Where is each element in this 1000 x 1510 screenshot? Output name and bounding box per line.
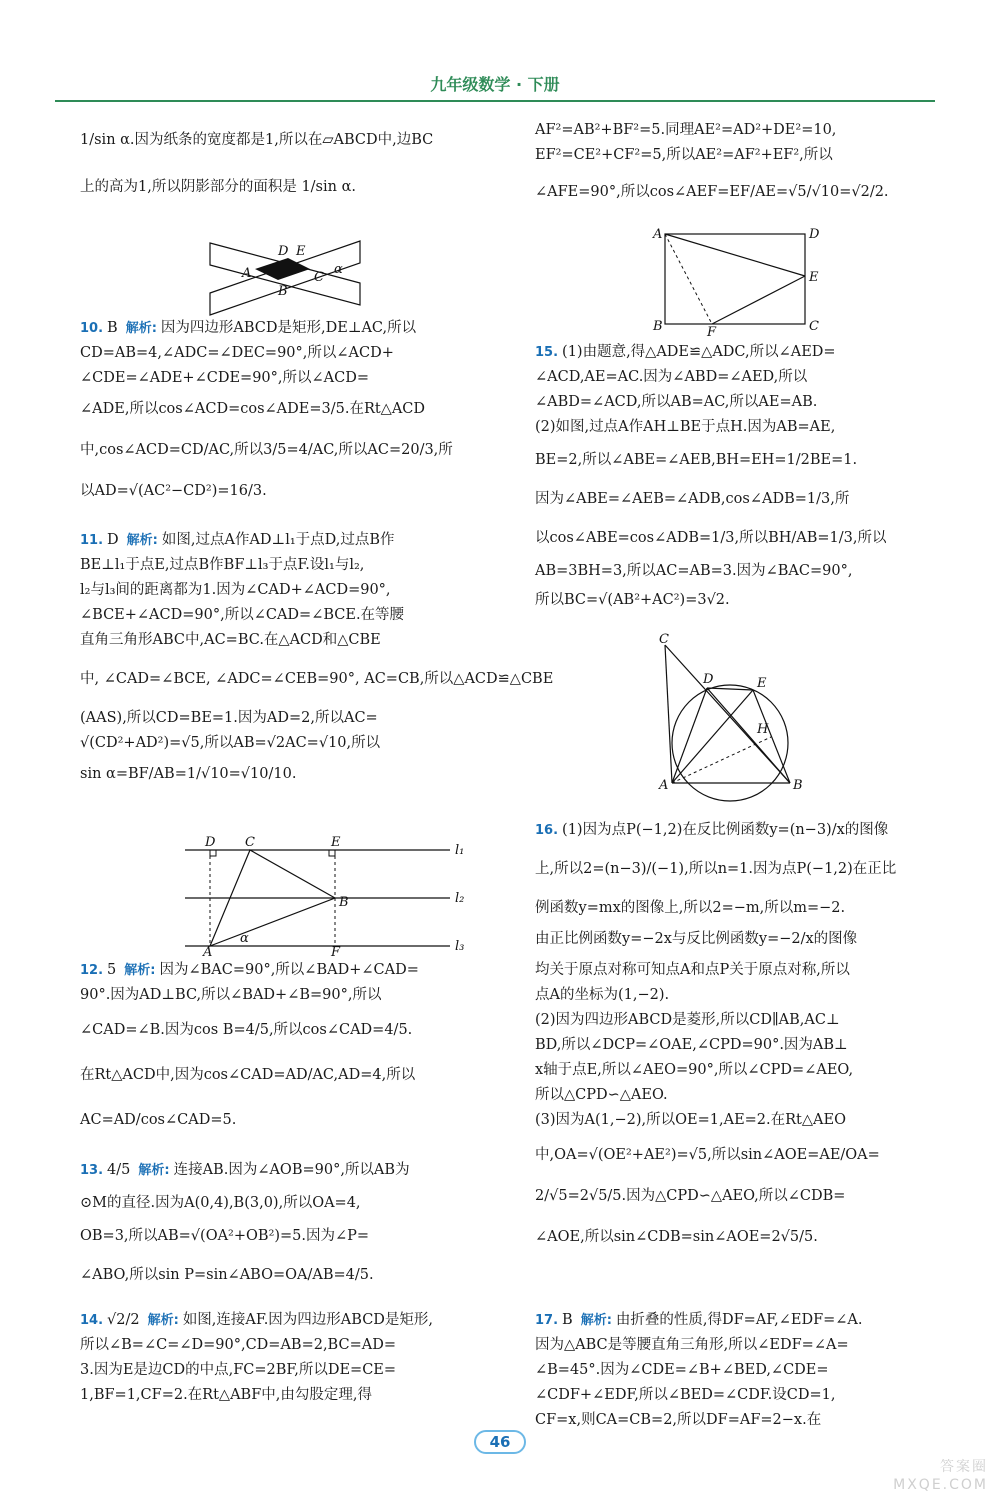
question-16: 16. (1)因为点P(−1,2)在反比例函数y=(n−3)/x的图像 上,所以2=(n−3)/(−1),所以n=1.因为点P(−1,2)在正比 例函数y=mx的图像上,所以2=−m,所以m=−2. 由正比例函数y=−2x与反比例函数y=−2/x的图像 均关于原点对称可知点A和点P关于原点对称,所以 点A的坐标为(1,−2). (2)因为四边形ABCD是菱形,所以CD∥AB,AC⊥ BD,所以∠DCP=∠OAE,∠CPD=90°.因为AB⊥ x轴于点E,所以∠AEO=90°,所以∠CPD=∠AEO, 所以△CPD∽△AEO. (3)因为A(1,−2),所以OE=1,AE=2.在Rt△AEO 中,OA=√(OE²+AE²)=√5,所以sin∠AOE=AE/OA= 2/√5=2√5/5.因为△CPD∽△AEO,所以∠CDB= ∠AOE,所以sin∠CDB=sin∠AOE=2√5/5. (535, 822, 897, 1245)
label-a: A (242, 266, 252, 281)
header-title: 九年级数学 · 下册 (430, 75, 560, 94)
label-h: H (757, 722, 769, 737)
label-alpha: α (240, 931, 249, 946)
question-14-continued: AF²=AB²+BF²=5.同理AE²=AD²+DE²=10, EF²=CE²+CF²=5,所以AE²=AF²+EF²,所以 ∠AFE=90°,所以cos∠AEF=EF/AE=√5/√10=√2/2. (535, 122, 889, 200)
label-b: B (793, 778, 803, 793)
segment-ca (665, 645, 672, 783)
label-e: E (809, 270, 819, 285)
page-header (55, 68, 935, 102)
question-15: 15. (1)由题意,得△ADE≌△ADC,所以∠AED= ∠ACD,AE=AC.因为∠ABD=∠AED,所以 ∠ABD=∠ACD,所以AB=AC,所以AE=AB. (2)如图,过点A作AH⊥BE于点H.因为AB=AE, BE=2,所以∠ABE=∠AEB,BH=EH=1/2BE=1. 因为∠ABE=∠AEB=∠ADB,cos∠ADB=1/3,所 以cos∠ABE=cos∠ADB=1/3,所以BH/AB=1/3,所以 AB=3BH=3,所以AC=AB=3.因为∠BAC=90°, 所以BC=√(AB²+AC²)=3√2. (535, 344, 887, 608)
rect-abcd (665, 234, 805, 324)
question-13: 13. 4/5 解析: 连接AB.因为∠AOB=90°,所以AB为 ⊙M的直径.因为A(0,4),B(3,0),所以OA=4, OB=3,所以AB=√(OA²+OB²)=5.因为∠P= ∠ABO,所以sin P=sin∠ABO=OA/AB=4/5. (80, 1162, 410, 1283)
figure-circle-abc (645, 633, 815, 803)
label-l3: l₃ (455, 939, 465, 954)
label-d: D (703, 672, 714, 687)
figure-rectangle-abcd (645, 226, 825, 340)
label-c: C (809, 319, 819, 334)
label-e: E (757, 676, 767, 691)
question-17: 17. B 解析: 由折叠的性质,得DF=AF,∠EDF=∠A. 因为△ABC是等腰直角三角形,所以∠EDF=∠A= ∠B=45°.因为∠CDE=∠B+∠BED,∠CDE= ∠CDF+∠EDF,所以∠BED=∠CDF.设CD=1, CF=x,则CA=CB=2,所以DF=AF=2−x.在 (535, 1312, 863, 1428)
segment-fe (712, 276, 805, 324)
label-d: D (278, 244, 289, 259)
label-l2: l₂ (455, 891, 465, 906)
label-c: C (314, 270, 324, 285)
question-12: 12. 5 解析: 因为∠BAC=90°,所以∠BAD+∠CAD= 90°.因为AD⊥BC,所以∠BAD+∠B=90°,所以 ∠CAD=∠B.因为cos B=4/5,所以cos∠CAD=4/5. 在Rt△ACD中,因为cos∠CAD=AD/AC,AD=4,所以 AC=AD/cos∠CAD=5. (80, 962, 419, 1128)
label-c: C (659, 632, 669, 647)
label-b: B (278, 284, 288, 299)
label-e: E (296, 244, 306, 259)
figure-paper-strips (200, 223, 380, 313)
label-e: E (331, 835, 341, 850)
question-11: 11. D 解析: 如图,过点A作AD⊥l₁于点D,过点B作 BE⊥l₁于点E,过点B作BF⊥l₃于点F.设l₁与l₂, l₂与l₃间的距离都为1.因为∠CAD+∠ACD=90°, ∠BCE+∠ACD=90°,所以∠CAD=∠BCE.在等腰 直角三角形ABC中,AC=BC.在△ACD和△CBE 中, ∠CAD=∠BCE, ∠ADC=∠CEB=90°, AC=CB,所以△ACD≌△CBE (AAS),所以CD=BE=1.因为AD=2,所以AC= √(CD²+AD²)=√5,所以AB=√2AC=√10,所以 sin α=BF/AB=1/√10=√10/10. (80, 532, 554, 782)
figure-parallel-lines (185, 835, 475, 960)
label-a: A (659, 778, 669, 793)
watermark: 答案圈 MXQE.COM (893, 1459, 988, 1493)
page-number: 46 (450, 1430, 550, 1454)
label-d: D (205, 835, 216, 850)
label-b: B (339, 895, 349, 910)
label-b: B (653, 319, 663, 334)
header-rule (55, 100, 935, 102)
segment-ae (665, 234, 805, 276)
question-10: 10. B 解析: 因为四边形ABCD是矩形,DE⊥AC,所以 CD=AB=4,∠ADC=∠DEC=90°,所以∠ACD+ ∠CDE=∠ADE+∠CDE=90°,所以∠ACD= ∠ADE,所以cos∠ACD=cos∠ADE=3/5.在Rt△ACD 中,cos∠ACD=CD/AC,所以3/5=4/AC,所以AC=20/3,所 以AD=√(AC²−CD²)=16/3. (80, 320, 453, 499)
question-14: 14. √2/2 解析: 如图,连接AF.因为四边形ABCD是矩形, 所以∠B=∠C=∠D=90°,CD=AB=2,BC=AD= 3.因为E是边CD的中点,FC=2BF,所以DE=CE= 1,BF=1,CF=2.在Rt△ABF中,由勾股定理,得 (80, 1312, 434, 1403)
label-d: D (809, 227, 820, 242)
label-a: A (653, 227, 663, 242)
intro-text: 1/sin α.因为纸条的宽度都是1,所以在▱ABCD中,边BC 上的高为1,所以阴影部分的面积是 1/sin α. (80, 132, 434, 195)
label-alpha: α (334, 262, 343, 277)
label-a: A (203, 945, 213, 960)
segment-db (707, 688, 790, 783)
label-f: F (331, 945, 341, 960)
segment-af (665, 234, 712, 324)
label-l1: l₁ (455, 843, 465, 858)
label-c: C (245, 835, 255, 850)
segment-ae (672, 690, 753, 783)
segment-de (707, 688, 753, 690)
right-angle-d (210, 850, 216, 856)
label-f: F (707, 325, 717, 340)
right-angle-e (329, 850, 335, 856)
